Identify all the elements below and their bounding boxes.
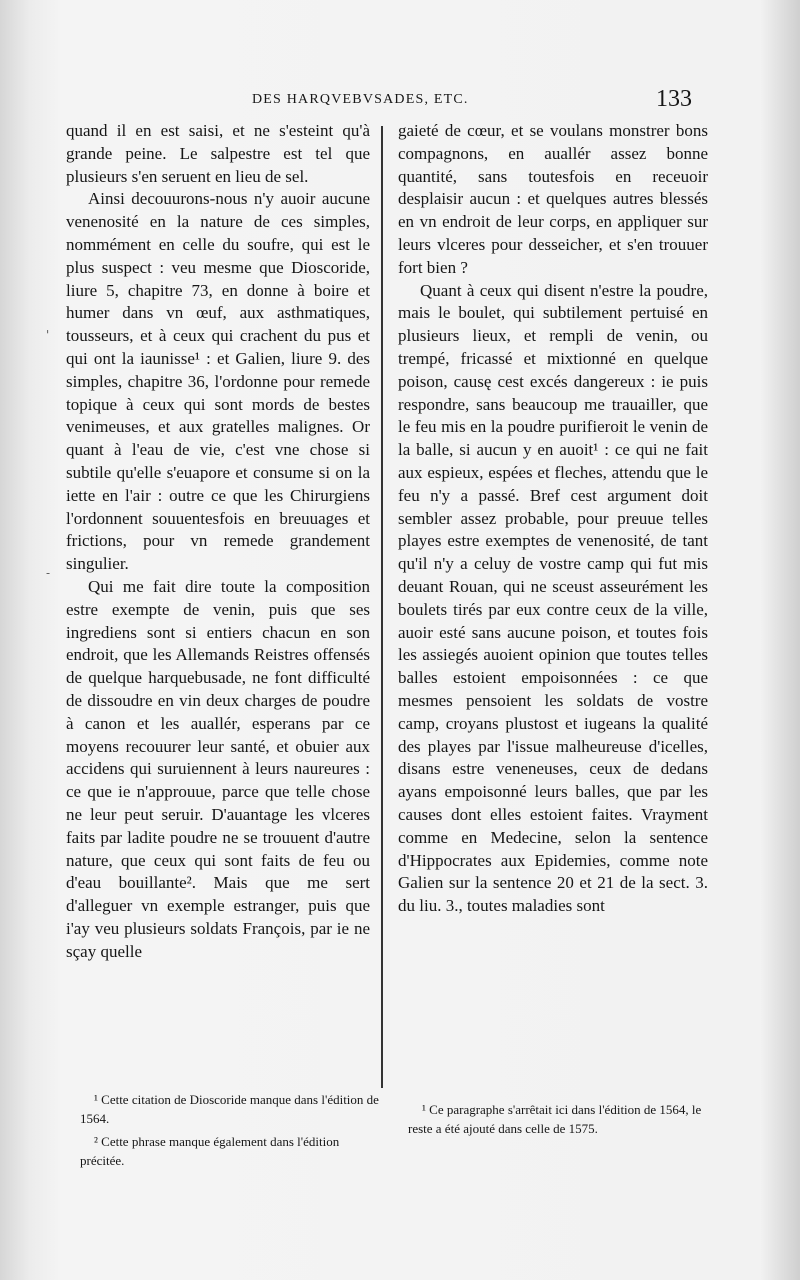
- paragraph: Qui me fait dire toute la composition estre exempte de venin, puis que ses ingrediens sont si entiers chacun en son endroit, que les Allemands Reistres offensés de quelque harquebusade, ne font difficulté de dissoudre en vin deux charges de poudre à canon et les auallér, esperans par ce moyens recouurer leur santé, et obuier aux accidens qui suruiennent à leurs naureures : ce que ie n'approuue, parce que telle chose ne leur peut seruir. D'auantage les vlceres faits par ladite poudre ne se trouuent d'autre nature, que ceux qui sont faits de feu ou d'eau bouillante². Mais que me sert d'alleguer vn exemple estranger, puis que i'ay veu plusieurs soldats François, par ie ne sçay quelle: [66, 576, 370, 961]
- column-divider: [381, 126, 383, 1088]
- right-text-column: [398, 120, 708, 918]
- margin-mark: -: [46, 566, 51, 580]
- footnote: ¹ Ce paragraphe s'arrêtait ici dans l'édition de 1564, le reste a été ajouté dans celle de 1575.: [408, 1102, 702, 1136]
- left-text-column: [66, 120, 370, 963]
- right-footnotes: [408, 1100, 708, 1142]
- footnote: ² Cette phrase manque également dans l'édition précitée.: [80, 1134, 340, 1168]
- footnote: ¹ Cette citation de Dioscoride manque dans l'édition de 1564.: [80, 1092, 379, 1126]
- running-head: [0, 88, 800, 118]
- paragraph: Quant à ceux qui disent n'estre la poudre, mais le boulet, qui subtilement pertuisé en plusieurs lieux, et rempli de venin, ou trempé, fricassé et mixtionné en quelque poison, causę cest excés dangereux : ie puis respondre, sans beaucoup me trauailler, que le feu mis en la poudre purifieroit le venin de la balle, si aucun y en auoit¹ : ce qui ne fait aux espieux, espées et fleches, attendu que le feu n'y a passé. Bref cest argument doit sembler assez probable, pour preuue telles playes estre exemptes de venenosité, de tant qu'il n'y a celuy de vostre camp qui fut mis deuant Rouan, qui ne sceust asseurément les boulets tirés par eux contre ceux de la ville, auoir esté sans aucune poison, et toutes fois les assiegés auoient opinion que toutes telles balles estoient empoisonnées : ce que mesmes pensoient les soldats de vostre camp, croyans plustost et iugeans la qualité des playes par l'issue malheureuse d'icelles, disans estre veneneuses, ceux de dedans ayans empoisonné leurs balles, que par les causes dont elles estoient faites. Vrayment comme en Medecine, selon la sentence d'Hippocrates aux Epidemies, comme note Galien sur la sentence 20 et 21 de la sect. 3. du liu. 3., toutes maladies sont: [398, 280, 708, 916]
- running-title: DES HARQVEBVSADES, ETC.: [252, 92, 469, 107]
- left-footnotes: [80, 1090, 380, 1174]
- page-number: 133: [656, 86, 692, 112]
- paragraph: quand il en est saisi, et ne s'esteint qu'à grande peine. Le salpestre est tel que plusieurs s'en seruent en lieu de sel.: [66, 121, 370, 186]
- paragraph: gaieté de cœur, et se voulans monstrer bons compagnons, en auallér assez bonne quantité, sans toutesfois en receuoir desplaisir aucun : et quelques autres blessés en vn endroit de leur corps, en appliquer sur leurs vlceres pour desseicher, et s'en trouuer fort bien ?: [398, 121, 708, 277]
- paragraph: Ainsi decouurons-nous n'y auoir aucune venenosité en la nature de ces simples, nommément en celle du soufre, qui est le plus suspect : veu mesme que Dioscoride, liure 5, chapitre 73, en donne à boire et humer dans vn œuf, aux asthmatiques, tousseurs, et à ceux qui crachent du pus et qui ont la iaunisse¹ : et Galien, liure 9. des simples, chapitre 36, l'ordonne pour remede topique à ceux qui sont mords de bestes venimeuses, et aux gratelles malignes. Or quant à l'eau de vie, c'est vne chose si subtile qu'elle s'euapore et consume si on la iette en l'air : outre ce que les Chirurgiens l'ordonnent souuentesfois en breuuages et frictions, pour vn remede grandement singulier.: [66, 189, 370, 574]
- margin-mark: ': [46, 328, 50, 342]
